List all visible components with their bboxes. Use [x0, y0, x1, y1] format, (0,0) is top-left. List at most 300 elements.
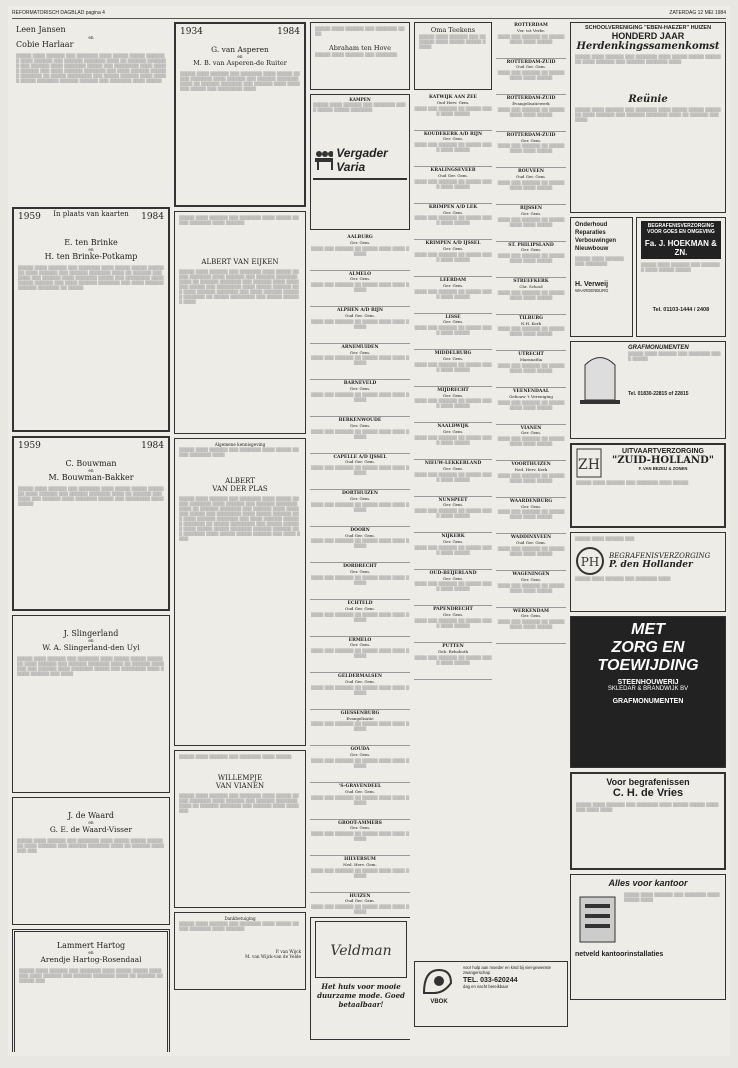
hollander-logo-icon	[575, 546, 605, 576]
announcement-and: en	[88, 820, 94, 825]
filler-text: ▒▒▒▒▒ ▒▒▒▒ ▒▒▒▒▒▒ ▒▒▒ ▒▒▒▒▒▒▒ ▒▒▒▒ ▒▒▒▒▒ ▒▒▒▒▒ ▒▒▒▒▒▒▒	[313, 102, 406, 113]
church-service-entry	[414, 167, 492, 204]
announcement-slingerland	[12, 615, 170, 793]
church-congregation: Oud Ger. Gem.	[516, 540, 546, 546]
year-end: 1984	[277, 27, 300, 37]
filler-text: ▒▒▒▒▒ ▒▒▒▒ ▒▒▒▒▒▒ ▒▒▒ ▒▒▒▒▒▒▒ ▒▒▒▒ ▒▒▒▒▒ ▒▒▒▒▒ ▒▒▒▒▒▒▒ ▒▒▒▒ ▒▒▒▒▒▒ ▒▒▒ ▒▒▒▒▒▒ ▒▒▒▒▒▒▒ ▒▒▒▒ ▒▒ ▒▒▒▒▒▒ ▒▒▒▒▒▒▒	[575, 107, 721, 122]
svg-text:PH: PH	[580, 555, 600, 569]
church-service-entry	[496, 59, 566, 96]
filler-text: ▒▒▒▒▒ ▒▒▒▒ ▒▒▒▒▒▒ ▒▒▒ ▒▒▒▒▒▒▒ ▒▒▒▒	[575, 576, 671, 581]
announcement-van-vianen	[174, 750, 306, 908]
church-congregation: Ger. Gem.	[442, 575, 464, 581]
church-place: KRIMPEN A/D IJSSEL	[425, 241, 481, 247]
church-service-entry	[414, 497, 492, 534]
church-service-entry	[310, 563, 410, 600]
church-service-entry	[310, 820, 410, 857]
zh-monogram-icon	[576, 448, 602, 478]
divider	[313, 178, 407, 180]
announcement-and: en	[88, 638, 94, 643]
filler-text: ▒▒▒▒ ▒▒▒ ▒▒▒▒▒▒ ▒▒ ▒▒▒▒▒ ▒▒▒▒ ▒▒▒▒ ▒▒▒▒▒	[310, 904, 410, 915]
church-service-entry	[310, 344, 410, 381]
church-congregation: Ger. Gem.	[520, 137, 542, 143]
filler-text: ▒▒▒▒ ▒▒▒ ▒▒▒▒▒▒ ▒▒ ▒▒▒▒▒ ▒▒▒▒ ▒▒▒▒ ▒▒▒▒▒	[497, 399, 565, 410]
church-place: OUD-BEIJERLAND	[429, 570, 477, 576]
acknowledgement	[174, 912, 306, 990]
filler-text: ▒▒▒▒ ▒▒▒ ▒▒▒▒▒▒ ▒▒ ▒▒▒▒▒ ▒▒▒▒ ▒▒▒▒ ▒▒▒▒▒	[497, 582, 565, 593]
vergader-varia-logo	[313, 146, 407, 174]
zorg-title-1: MET	[631, 621, 665, 638]
announcement-and: en	[88, 35, 94, 40]
year-row	[18, 441, 164, 451]
hoekman-header: BEGRAFENISVERZORGING VOOR GOES EN OMGEVING	[641, 221, 721, 237]
church-service-entry	[310, 856, 410, 893]
church-congregation: Ger. Gem.	[442, 355, 464, 361]
church-service-entry	[496, 205, 566, 242]
church-place: GROOT-AMMERS	[338, 820, 382, 826]
church-congregation: Oud Ger. Gem.	[345, 898, 375, 904]
church-place: WERKENDAM	[512, 608, 550, 614]
church-place: UTRECHT	[518, 352, 544, 358]
vries-title-2: C. H. de Vries	[612, 787, 684, 799]
church-place: ROTTERDAM-ZUID	[506, 96, 556, 102]
announcement-name: Oma Teekens	[430, 26, 476, 34]
mother-child-icon	[419, 965, 455, 995]
church-service-entry	[414, 204, 492, 241]
newspaper-page	[8, 6, 730, 1056]
filler-text: ▒▒▒▒ ▒▒▒ ▒▒▒▒▒▒ ▒▒ ▒▒▒▒▒ ▒▒▒▒ ▒▒▒▒ ▒▒▒▒▒	[310, 538, 410, 549]
announcement-teekens	[414, 22, 492, 90]
announcement-de-waard	[12, 797, 170, 925]
church-place: BARNEVELD	[343, 381, 377, 387]
school-name: SCHOOLVERENIGING "EBEN-HAEZER" HUIZEN	[584, 25, 712, 31]
church-service-entry	[414, 240, 492, 277]
announcement-hartog	[12, 929, 170, 1052]
column-3	[310, 22, 410, 1052]
announcement-name-1: Leen Jansen	[16, 25, 66, 34]
zorg-title-2: ZORG EN	[611, 639, 685, 656]
church-place: DORDRECHT	[343, 564, 377, 570]
church-congregation: Ger. Gem.	[442, 465, 464, 471]
church-congregation: Ger. Gem.	[349, 239, 371, 245]
church-service-entry	[310, 527, 410, 564]
announcement-bouwman	[12, 436, 170, 611]
announcement-van-asperen	[174, 22, 306, 207]
fashion-logo	[315, 921, 407, 978]
kampen-label: KAMPEN	[349, 97, 371, 102]
church-service-entry	[310, 783, 410, 820]
filler-text: ▒▒▒▒ ▒▒▒ ▒▒▒▒▒▒ ▒▒ ▒▒▒▒▒ ▒▒▒▒ ▒▒▒▒ ▒▒▒▒▒	[414, 471, 492, 482]
church-service-entry	[310, 637, 410, 674]
filler-text: ▒▒▒▒ ▒▒▒ ▒▒▒▒▒▒ ▒▒ ▒▒▒▒▒ ▒▒▒▒ ▒▒▒▒ ▒▒▒▒▒	[310, 282, 410, 293]
church-place: HILVERSUM	[344, 857, 376, 863]
church-congregation: Ger. Gem.	[442, 136, 464, 142]
filler-text: ▒▒▒▒ ▒▒▒ ▒▒▒▒▒▒ ▒▒ ▒▒▒▒▒ ▒▒▒▒ ▒▒▒▒ ▒▒▒▒▒	[497, 70, 565, 81]
grafmonumenten-title: GRAFMONUMENTEN	[628, 345, 689, 351]
verweij-name: H. Verweij	[575, 281, 609, 288]
ad-slogan: Het huis voor mooie duurzame mode. Goed betaalbaar!	[317, 982, 405, 1009]
filler-text: ▒▒▒▒ ▒▒▒ ▒▒▒▒▒▒ ▒▒ ▒▒▒▒▒ ▒▒▒▒ ▒▒▒▒ ▒▒▒▒▒	[414, 508, 492, 519]
meeting-table-icon	[313, 148, 333, 172]
church-congregation: Ger. Gem.	[349, 642, 371, 648]
announcement-name-2: W. A. Slingerland-den Uyl	[42, 643, 140, 653]
church-congregation: Ger. Gem.	[442, 282, 464, 288]
zh-title-3: F. VAN BEZEIJ & ZONEN	[638, 466, 688, 471]
filler-text: ▒▒▒▒ ▒▒▒ ▒▒▒▒▒▒ ▒▒ ▒▒▒▒▒ ▒▒▒▒ ▒▒▒▒ ▒▒▒▒▒	[497, 326, 565, 337]
church-congregation: Ger. Gem.	[520, 613, 542, 619]
kantoor-title: Alles voor kantoor	[608, 878, 688, 888]
announcement-name-1: J. de Waard	[67, 811, 115, 820]
filler-text: ▒▒▒▒ ▒▒▒ ▒▒▒▒▒▒ ▒▒ ▒▒▒▒▒ ▒▒▒▒ ▒▒▒▒ ▒▒▒▒▒	[310, 428, 410, 439]
filler-text: ▒▒▒▒▒ ▒▒▒▒ ▒▒▒▒▒▒ ▒▒▒ ▒▒▒▒▒▒▒ ▒▒▒▒	[315, 26, 405, 36]
church-congregation: Chr. School	[519, 283, 543, 289]
church-service-entry	[414, 277, 492, 314]
church-congregation: N.H. Kerk	[520, 320, 542, 326]
filler-text: ▒▒▒▒ ▒▒▒ ▒▒▒▒▒▒ ▒▒ ▒▒▒▒▒ ▒▒▒▒ ▒▒▒▒ ▒▒▒▒▒	[497, 253, 565, 264]
announcement-and: en	[88, 950, 94, 955]
hollander-title-2: P. den Hollander	[609, 560, 693, 570]
filler-text: ▒▒▒▒ ▒▒▒ ▒▒▒▒▒▒ ▒▒ ▒▒▒▒▒ ▒▒▒▒ ▒▒▒▒ ▒▒▒▒▒	[497, 362, 565, 373]
church-service-entry	[496, 571, 566, 608]
ad-row-1	[570, 217, 726, 337]
filler-text: ▒▒▒▒▒ ▒▒▒▒ ▒▒▒▒▒▒ ▒▒▒ ▒▒▒▒▒▒▒	[315, 52, 397, 57]
gravestone-icon	[575, 345, 625, 405]
church-place: ECHTELD	[347, 600, 373, 606]
vbok-logo	[419, 965, 459, 1005]
church-place: NAALDWIJK	[437, 424, 469, 430]
filler-text: ▒▒▒▒▒ ▒▒▒▒ ▒▒▒▒▒▒ ▒▒▒ ▒▒▒▒▒▒▒ ▒▒▒▒ ▒▒▒▒▒ ▒▒▒▒▒ ▒▒▒▒▒▒▒ ▒▒▒▒ ▒▒▒▒▒▒ ▒▒▒ ▒▒▒▒▒▒ ▒▒▒▒▒▒▒ ▒▒▒▒	[575, 54, 721, 64]
filler-text: ▒▒▒▒ ▒▒▒ ▒▒▒▒▒▒ ▒▒ ▒▒▒▒▒ ▒▒▒▒ ▒▒▒▒ ▒▒▒▒▒	[414, 325, 492, 336]
church-congregation: Oud Herv. Gem.	[436, 99, 470, 105]
reunion-title: Reünie	[628, 94, 668, 105]
filler-text: ▒▒▒▒ ▒▒▒ ▒▒▒▒▒▒ ▒▒ ▒▒▒▒▒ ▒▒▒▒ ▒▒▒▒ ▒▒▒▒▒	[310, 684, 410, 695]
hollander-title-1: BEGRAFENISVERZORGING	[609, 552, 711, 560]
zh-title-2: "ZUID-HOLLAND"	[612, 455, 714, 466]
announcement-name-2: G. E. de Waard-Visser	[49, 825, 133, 835]
office-supplies-icon	[575, 892, 620, 947]
church-congregation: Oud Ger. Gem.	[345, 788, 375, 794]
filler-text: ▒▒▒▒▒ ▒▒▒▒ ▒▒▒▒▒▒ ▒▒▒ ▒▒▒▒▒▒▒ ▒▒▒▒ ▒▒▒▒▒ ▒▒▒▒▒ ▒▒▒▒▒▒▒ ▒▒▒▒ ▒▒▒▒▒▒ ▒▒▒ ▒▒▒▒▒▒ ▒▒▒▒▒▒▒ ▒▒▒▒ ▒▒ ▒▒▒▒▒▒ ▒▒▒▒▒▒▒ ▒▒▒ ▒▒▒▒▒▒ ▒▒▒▒ ▒▒▒▒▒▒▒ ▒▒▒▒▒ ▒▒▒ ▒▒▒▒▒▒▒▒ ▒▒▒▒ ▒▒▒▒▒	[18, 486, 164, 507]
page-header	[12, 10, 726, 19]
filler-text: ▒▒▒▒▒ ▒▒▒▒ ▒▒▒▒▒▒ ▒▒▒ ▒▒▒▒▒▒▒ ▒▒▒▒ ▒▒▒▒▒	[576, 480, 689, 485]
announcement-name-2: Cobie Harlaar	[16, 40, 74, 50]
church-service-entry	[496, 242, 566, 279]
church-place: TILBURG	[519, 315, 543, 321]
header-right: ZATERDAG 12 MEI 1984	[669, 10, 726, 16]
church-congregation: Oud Ger. Gem.	[438, 172, 468, 178]
church-place: WADDINXVEEN	[510, 535, 552, 541]
church-place: GIESSENBURG	[340, 710, 380, 716]
den-hollander-text	[609, 552, 710, 570]
filler-text: ▒▒▒▒ ▒▒▒ ▒▒▒▒▒▒ ▒▒ ▒▒▒▒▒ ▒▒▒▒ ▒▒▒▒ ▒▒▒▒▒	[497, 33, 565, 44]
svg-text:ZH: ZH	[578, 457, 600, 473]
school-anniversary	[570, 22, 726, 213]
filler-text: ▒▒▒▒▒ ▒▒▒▒ ▒▒▒▒▒▒ ▒▒▒ ▒▒▒▒▒▒▒ ▒▒▒▒ ▒▒▒▒▒ ▒▒▒▒▒ ▒▒▒▒▒▒▒ ▒▒▒▒ ▒▒▒▒	[576, 802, 719, 812]
filler-text: ▒▒▒▒ ▒▒▒ ▒▒▒▒▒▒ ▒▒ ▒▒▒▒▒ ▒▒▒▒ ▒▒▒▒ ▒▒▒▒▒	[497, 619, 565, 630]
announcement-name-1: Lammert Hartog	[56, 941, 126, 950]
church-congregation: Ger. Gem.	[349, 422, 371, 428]
vbok-ad	[414, 961, 568, 1027]
church-congregation: Evangelisatie	[346, 715, 374, 721]
hoekman-ad	[636, 217, 726, 337]
announcement-ten-brinke	[12, 207, 170, 432]
church-congregation: Ned. Herv. Gem.	[343, 861, 377, 867]
church-congregation: Oud Ger. Gem.	[516, 174, 546, 180]
filler-text: ▒▒▒▒ ▒▒▒ ▒▒▒▒▒▒ ▒▒ ▒▒▒▒▒ ▒▒▒▒ ▒▒▒▒ ▒▒▒▒▒	[310, 648, 410, 659]
church-congregation: Ger. Gem.	[442, 392, 464, 398]
church-place: MIJDRECHT	[437, 387, 469, 393]
church-service-entry	[310, 454, 410, 491]
church-congregation: Oud Ger. Gem.	[345, 605, 375, 611]
announcement-jansen	[12, 22, 170, 203]
announcement-name-2: M. Bouwman-Bakker	[48, 473, 134, 483]
vergader-varia-title: Vergader Varia	[336, 146, 388, 175]
zuid-holland-text	[606, 448, 720, 478]
church-congregation: Oud Ger. Gem.	[345, 678, 375, 684]
filler-text: ▒▒▒▒▒ ▒▒▒▒ ▒▒▒▒▒▒ ▒▒▒ ▒▒▒▒▒▒▒	[575, 256, 624, 266]
church-service-entry	[414, 314, 492, 351]
announcement-van-eijken	[174, 211, 306, 434]
church-congregation: Geb. Rehoboth	[437, 648, 469, 654]
church-place: ROTTERDAM-ZUID	[506, 132, 556, 138]
fashion-logo-icon	[326, 935, 396, 965]
vbok-content	[419, 965, 563, 1005]
church-service-entry	[496, 95, 566, 132]
filler-text: ▒▒▒▒▒ ▒▒▒▒ ▒▒▒▒▒▒ ▒▒▒ ▒▒▒▒▒▒▒ ▒▒▒▒ ▒▒▒▒▒ ▒▒▒▒	[624, 892, 720, 902]
church-congregation: Ger. Gem.	[442, 319, 464, 325]
church-place: STREEFKERK	[513, 279, 549, 285]
filler-text: ▒▒▒▒ ▒▒▒ ▒▒▒▒▒▒ ▒▒ ▒▒▒▒▒ ▒▒▒▒ ▒▒▒▒ ▒▒▒▒▒	[310, 391, 410, 402]
announcement-name-1: C. Bouwman	[65, 459, 117, 468]
filler-text: ▒▒▒▒▒ ▒▒▒▒ ▒▒▒▒▒▒ ▒▒▒ ▒▒▒▒▒▒▒ ▒▒▒▒ ▒▒▒▒▒ ▒▒▒▒▒ ▒▒▒▒▒▒▒ ▒▒▒▒ ▒▒▒▒▒▒ ▒▒▒ ▒▒▒▒▒▒ ▒▒▒▒▒▒▒ ▒▒▒▒ ▒▒ ▒▒▒▒▒▒ ▒▒▒▒▒▒▒ ▒▒▒	[17, 838, 164, 854]
church-service-entry	[310, 234, 410, 271]
church-place: KRIMPEN A/D LEK	[428, 204, 478, 210]
filler-text: ▒▒▒▒ ▒▒▒ ▒▒▒▒▒▒ ▒▒ ▒▒▒▒▒ ▒▒▒▒ ▒▒▒▒ ▒▒▒▒▒	[310, 794, 410, 805]
church-place: ROTTERDAM	[514, 23, 548, 28]
church-congregation: Ger. Gem.	[349, 825, 371, 831]
church-place: AALBURG	[347, 235, 373, 240]
den-hollander-content	[575, 546, 721, 576]
church-congregation: Ger. Gem.	[349, 569, 371, 575]
church-place: KOUDEKERK A/D RIJN	[423, 131, 483, 137]
vbok-text-block	[463, 965, 563, 1005]
announcement-name-2: H. ten Brinke-Potkamp	[44, 252, 138, 262]
commemoration-title: Herdenkingssamenkomst	[576, 41, 720, 52]
announcement-van-der-plas	[174, 438, 306, 746]
zorg-title-6: GRAFMONUMENTEN	[612, 698, 684, 705]
church-place: ROUVEEN	[517, 169, 545, 175]
filler-text: ▒▒▒▒ ▒▒▒ ▒▒▒▒▒▒ ▒▒ ▒▒▒▒▒ ▒▒▒▒ ▒▒▒▒ ▒▒▒▒▒	[414, 142, 492, 153]
filler-text: ▒▒▒▒▒ ▒▒▒▒ ▒▒▒▒▒▒ ▒▒▒ ▒▒▒▒▒▒▒ ▒▒▒▒ ▒▒▒▒▒ ▒▒▒▒▒ ▒▒▒▒▒▒▒ ▒▒▒▒ ▒▒▒▒▒▒	[179, 215, 299, 225]
church-congregation: Ger. Gem.	[520, 576, 542, 582]
filler-text: ▒▒▒▒▒ ▒▒▒▒ ▒▒▒▒▒▒ ▒▒▒ ▒▒▒▒▒▒▒ ▒▒▒▒ ▒▒▒▒▒ ▒▒▒▒▒ ▒▒▒▒▒▒▒ ▒▒▒▒ ▒▒▒▒▒▒	[179, 921, 299, 932]
church-congregation: Ger. Gem.	[349, 752, 371, 758]
filler-text: ▒▒▒▒ ▒▒▒ ▒▒▒▒▒▒ ▒▒ ▒▒▒▒▒ ▒▒▒▒ ▒▒▒▒ ▒▒▒▒▒	[497, 545, 565, 556]
verweij-place: WAARDENBURG	[575, 288, 609, 293]
filler-text: ▒▒▒▒▒ ▒▒▒▒ ▒▒▒▒▒▒ ▒▒▒ ▒▒▒▒▒▒▒ ▒▒▒▒ ▒▒▒▒▒ ▒▒▒▒▒ ▒▒▒▒▒▒▒ ▒▒▒▒ ▒▒▒▒▒▒ ▒▒▒ ▒▒▒▒▒▒ ▒▒▒▒▒▒▒ ▒▒▒▒ ▒▒ ▒▒▒▒▒▒ ▒▒▒▒▒▒▒ ▒▒▒ ▒▒▒▒▒▒ ▒▒▒▒ ▒▒▒▒▒▒▒ ▒▒▒▒▒ ▒▒▒ ▒▒▒▒▒▒▒▒ ▒▒▒▒ ▒▒▒▒▒ ▒▒▒▒▒▒ ▒▒▒ ▒▒▒▒ ▒▒▒▒▒▒ ▒▒▒▒▒▒▒ ▒▒▒ ▒▒▒▒ ▒▒▒▒▒▒ ▒▒▒▒▒▒ ▒▒▒▒▒▒▒ ▒▒ ▒▒▒▒▒ ▒▒▒▒▒▒▒▒ ▒▒▒ ▒▒▒▒▒ ▒▒▒▒▒▒ ▒▒▒▒	[179, 269, 299, 304]
filler-text: ▒▒▒▒ ▒▒▒ ▒▒▒▒▒▒ ▒▒ ▒▒▒▒▒ ▒▒▒▒ ▒▒▒▒ ▒▒▒▒▒	[310, 245, 410, 256]
filler-text: ▒▒▒▒▒ ▒▒▒▒ ▒▒▒▒▒▒ ▒▒▒ ▒▒▒▒▒▒▒ ▒▒▒▒ ▒▒▒▒▒ ▒▒▒▒▒ ▒▒▒▒▒▒▒ ▒▒▒▒ ▒▒▒▒▒▒ ▒▒▒ ▒▒▒▒▒▒ ▒▒▒▒▒▒▒ ▒▒▒▒ ▒▒ ▒▒▒▒▒▒ ▒▒▒▒▒▒▒ ▒▒▒ ▒▒▒▒▒▒ ▒▒▒▒ ▒▒▒▒▒▒▒	[179, 793, 299, 813]
filler-text: ▒▒▒▒▒ ▒▒▒▒ ▒▒▒▒▒▒ ▒▒▒ ▒▒▒▒▒▒▒ ▒▒▒▒ ▒▒▒▒▒ ▒▒▒▒▒ ▒▒▒▒▒▒▒ ▒▒▒▒ ▒▒▒▒▒▒ ▒▒▒ ▒▒▒▒▒▒ ▒▒▒▒▒▒▒ ▒▒▒▒ ▒▒ ▒▒▒▒▒▒ ▒▒▒▒▒▒▒ ▒▒▒ ▒▒▒▒▒▒ ▒▒▒▒ ▒▒▒▒▒▒▒ ▒▒▒▒▒ ▒▒▒ ▒▒▒▒▒▒▒▒ ▒▒▒▒ ▒▒▒▒▒ ▒▒▒▒▒▒ ▒▒▒ ▒▒▒▒ ▒▒▒▒▒▒ ▒▒▒▒▒▒▒ ▒▒▒ ▒▒▒▒ ▒▒▒▒▒▒ ▒▒▒▒▒▒ ▒▒▒▒▒▒▒ ▒▒ ▒▒▒▒▒ ▒▒▒▒▒▒▒▒ ▒▒▒ ▒▒▒▒▒ ▒▒▒▒▒▒ ▒▒▒▒ ▒▒▒▒▒ ▒▒▒▒▒ ▒▒▒▒▒▒▒ ▒▒▒▒▒▒ ▒▒▒▒▒▒ ▒▒▒ ▒▒▒▒▒▒▒ ▒▒▒▒ ▒▒▒▒▒ ▒▒▒▒▒ ▒▒▒▒▒▒ ▒▒▒ ▒▒▒▒ ▒▒▒▒	[179, 496, 300, 542]
deceased-name-1: WILLEMPJE	[217, 774, 263, 782]
church-service-entry	[496, 534, 566, 571]
church-congregation: Oud Ger. Gem.	[345, 532, 375, 538]
announcement-name-1: E. ten Brinke	[64, 238, 118, 247]
church-place: ROTTERDAM-ZUID	[506, 59, 556, 65]
deceased-name: ALBERT VAN EIJKEN	[201, 258, 279, 266]
church-congregation: Gebouw 't Vereniging	[509, 393, 553, 399]
church-service-entry	[496, 388, 566, 425]
notice-title: Algemene kennisgeving	[214, 442, 266, 447]
church-service-entry	[310, 271, 410, 308]
church-place: PUTTEN	[442, 643, 464, 649]
filler-text: ▒▒▒▒ ▒▒▒ ▒▒▒▒▒▒ ▒▒ ▒▒▒▒▒ ▒▒▒▒ ▒▒▒▒ ▒▒▒▒▒	[310, 355, 410, 366]
church-service-entry	[496, 315, 566, 352]
filler-text: ▒▒▒▒ ▒▒▒ ▒▒▒▒▒▒ ▒▒ ▒▒▒▒▒ ▒▒▒▒ ▒▒▒▒ ▒▒▒▒▒	[310, 611, 410, 622]
filler-text: ▒▒▒▒ ▒▒▒ ▒▒▒▒▒▒ ▒▒ ▒▒▒▒▒ ▒▒▒▒ ▒▒▒▒ ▒▒▒▒▒	[310, 757, 410, 768]
filler-text: ▒▒▒▒ ▒▒▒ ▒▒▒▒▒▒ ▒▒ ▒▒▒▒▒ ▒▒▒▒ ▒▒▒▒ ▒▒▒▒▒	[310, 867, 410, 878]
church-place: LEERDAM	[439, 277, 467, 283]
church-place: PAPENDRECHT	[433, 607, 473, 613]
church-place: LISSE	[445, 314, 461, 320]
announcement-ten-hove	[310, 22, 410, 90]
verweij-line-4: Nieuwbouw	[575, 246, 609, 252]
de-vries-ad	[570, 772, 726, 870]
church-congregation: Ger. Gem.	[442, 209, 464, 215]
year-end: 1984	[141, 441, 164, 451]
filler-text: ▒▒▒▒ ▒▒▒ ▒▒▒▒▒▒ ▒▒ ▒▒▒▒▒ ▒▒▒▒ ▒▒▒▒ ▒▒▒▒▒	[414, 544, 492, 555]
den-hollander-ad	[570, 532, 726, 612]
church-congregation: Ger. Gem.	[442, 246, 464, 252]
church-place: ALPHEN A/D RIJN	[336, 308, 384, 314]
filler-text: ▒▒▒▒ ▒▒▒ ▒▒▒▒▒▒ ▒▒ ▒▒▒▒▒ ▒▒▒▒ ▒▒▒▒ ▒▒▒▒▒	[414, 398, 492, 409]
year-row	[18, 212, 164, 222]
verweij-line-1: Onderhoud	[575, 222, 608, 228]
church-place: CAPELLE A/D IJSSEL	[333, 454, 387, 460]
filler-text: ▒▒▒▒ ▒▒▒ ▒▒▒▒▒▒ ▒▒ ▒▒▒▒▒ ▒▒▒▒ ▒▒▒▒ ▒▒▒▒▒	[497, 289, 565, 300]
filler-text: ▒▒▒▒ ▒▒▒ ▒▒▒▒▒▒ ▒▒ ▒▒▒▒▒ ▒▒▒▒ ▒▒▒▒ ▒▒▒▒▒	[414, 581, 492, 592]
church-service-entry	[414, 94, 492, 131]
church-place: ARNEMUIDEN	[341, 344, 379, 350]
kantoor-content	[575, 892, 721, 947]
church-service-entry	[310, 746, 410, 783]
filler-text: ▒▒▒▒▒ ▒▒▒▒ ▒▒▒▒▒▒ ▒▒▒ ▒▒▒▒▒▒▒ ▒▒▒▒ ▒▒▒▒▒ ▒▒▒▒▒ ▒▒▒▒▒▒▒ ▒▒▒▒ ▒▒▒▒▒▒ ▒▒▒ ▒▒▒▒▒▒ ▒▒▒▒▒▒▒ ▒▒▒▒ ▒▒ ▒▒▒▒▒▒ ▒▒▒▒▒▒▒ ▒▒▒ ▒▒▒▒▒▒ ▒▒▒▒ ▒▒▒▒▒▒▒ ▒▒▒▒▒ ▒▒▒ ▒▒▒▒▒▒▒▒ ▒▒▒▒ ▒▒▒▒▒ ▒▒▒▒▒▒ ▒▒▒ ▒▒▒▒ ▒▒▒▒▒▒ ▒▒▒▒▒▒▒ ▒▒▒ ▒▒▒▒ ▒▒▒▒▒▒ ▒▒▒▒▒▒ ▒▒▒▒▒▒▒ ▒▒ ▒▒▒▒▒ ▒▒▒▒▒▒▒▒ ▒▒▒ ▒▒▒▒▒ ▒▒▒▒▒▒ ▒▒▒▒ ▒▒▒▒▒ ▒▒▒▒▒ ▒▒▒▒▒▒▒ ▒▒▒▒▒▒ ▒▒▒▒▒▒ ▒▒▒ ▒▒▒▒▒▒▒ ▒▒▒▒ ▒▒▒▒▒	[16, 53, 166, 84]
church-congregation: Ger. Gem.	[520, 430, 542, 436]
zuid-holland-ad	[570, 443, 726, 528]
ack-signature-2: M. van Wijck-van de Velde	[245, 954, 301, 960]
church-service-entry	[414, 570, 492, 607]
church-place: KATWIJK AAN ZEE	[429, 95, 477, 100]
vbok-label: VBOK	[430, 999, 448, 1005]
deceased-name-1: ALBERT	[225, 477, 255, 486]
church-service-entry	[310, 380, 410, 417]
church-place: NIEUW-LEKKERLAND	[424, 460, 482, 466]
announcement-name-1: J. Slingerland	[63, 629, 119, 638]
filler-text: ▒▒▒▒▒ ▒▒▒▒ ▒▒▒▒▒▒ ▒▒▒ ▒▒▒▒▒▒▒ ▒▒▒▒ ▒▒▒▒▒ ▒▒▒▒▒ ▒▒▒▒▒▒▒ ▒▒▒▒ ▒▒▒▒▒▒ ▒▒▒ ▒▒▒▒▒▒ ▒▒▒▒▒▒▒ ▒▒▒▒ ▒▒ ▒▒▒▒▒▒ ▒▒▒▒▒▒▒ ▒▒▒ ▒▒▒▒▒▒ ▒▒▒▒ ▒▒▒▒▒▒▒ ▒▒▒▒▒ ▒▒▒ ▒▒▒▒▒▒▒▒ ▒▒▒▒	[180, 71, 300, 92]
church-congregation: Ger. Gem.	[349, 349, 371, 355]
veldman-ad	[310, 917, 410, 1040]
church-congregation: Ger. Gem.	[520, 210, 542, 216]
header-left: REFORMATORISCH DAGBLAD pagina 4	[12, 10, 105, 16]
church-place: 'S-GRAVENDEEL	[338, 783, 382, 789]
filler-text: ▒▒▒▒▒ ▒▒▒▒ ▒▒▒▒▒▒ ▒▒▒ ▒▒▒▒▒▒▒ ▒▒▒▒ ▒▒▒▒▒ ▒▒▒▒▒ ▒▒▒▒▒▒▒ ▒▒▒▒ ▒▒▒▒▒▒ ▒▒▒ ▒▒▒▒▒▒ ▒▒▒▒▒▒▒ ▒▒▒▒ ▒▒ ▒▒▒▒▒▒ ▒▒▒▒▒▒▒ ▒▒▒	[19, 968, 163, 984]
filler-text: ▒▒▒▒ ▒▒▒ ▒▒▒▒▒▒ ▒▒ ▒▒▒▒▒ ▒▒▒▒ ▒▒▒▒ ▒▒▒▒▒	[497, 106, 565, 117]
announcement-name-2: M. B. van Asperen-de Ruiter	[193, 59, 287, 68]
ack-title: Dankbetuiging	[224, 916, 256, 921]
church-congregation: Ger. Gem.	[349, 495, 371, 501]
church-congregation: Ger. Gem.	[349, 276, 371, 282]
filler-text: ▒▒▒▒ ▒▒▒ ▒▒▒▒▒▒ ▒▒ ▒▒▒▒▒ ▒▒▒▒ ▒▒▒▒ ▒▒▒▒▒	[497, 216, 565, 227]
filler-text: ▒▒▒▒ ▒▒▒ ▒▒▒▒▒▒ ▒▒ ▒▒▒▒▒ ▒▒▒▒ ▒▒▒▒ ▒▒▒▒▒	[497, 436, 565, 447]
filler-text: ▒▒▒▒ ▒▒▒ ▒▒▒▒▒▒ ▒▒ ▒▒▒▒▒ ▒▒▒▒ ▒▒▒▒ ▒▒▒▒▒	[414, 105, 492, 116]
church-service-entry	[414, 460, 492, 497]
vries-title-1: Voor begrafenissen	[606, 777, 690, 787]
hoekman-phone: Tel. 01103-1444 / 2408	[652, 307, 710, 313]
column-6	[570, 22, 726, 1052]
church-place: ALMELO	[348, 271, 372, 277]
announcement-name-2: Arendje Hartog-Rosendaal	[40, 955, 142, 965]
church-service-entry	[496, 425, 566, 462]
church-service-entry	[414, 387, 492, 424]
year-start: 1959	[18, 212, 41, 222]
filler-text: ▒▒▒▒▒ ▒▒▒▒ ▒▒▒▒▒▒ ▒▒▒ ▒▒▒▒▒▒▒ ▒▒▒▒ ▒▒▒▒▒	[179, 754, 292, 759]
church-service-entry	[310, 417, 410, 454]
church-congregation: Oud Ger. Gem.	[516, 64, 546, 70]
netveld-ad	[570, 874, 726, 1000]
deceased-name-2: VAN VIANEN	[215, 782, 265, 790]
kantoor-brand: netveld kantoorinstallaties	[575, 951, 664, 958]
grafmonumenten-ad	[570, 341, 726, 439]
church-service-entry	[310, 307, 410, 344]
church-service-entry	[414, 350, 492, 387]
church-place: ERMELO	[348, 637, 372, 643]
church-congregation: Ger. Gem.	[520, 247, 542, 253]
church-service-entry	[310, 710, 410, 747]
church-services-list	[310, 234, 410, 929]
church-congregation: Ger. Gem.	[442, 429, 464, 435]
church-service-entry	[496, 278, 566, 315]
filler-text: ▒▒▒▒ ▒▒▒ ▒▒▒▒▒▒ ▒▒ ▒▒▒▒▒ ▒▒▒▒ ▒▒▒▒ ▒▒▒▒▒	[414, 361, 492, 372]
church-services-list	[414, 94, 492, 680]
filler-text: ▒▒▒▒ ▒▒▒ ▒▒▒▒▒▒ ▒▒ ▒▒▒▒▒ ▒▒▒▒ ▒▒▒▒ ▒▒▒▒▒	[497, 509, 565, 520]
year-start: 1934	[180, 27, 203, 37]
svg-text:Veldman: Veldman	[330, 942, 392, 959]
church-place: GELDERMALSEN	[338, 674, 382, 680]
announcement-name-1: G. van Asperen	[211, 45, 269, 54]
year-start: 1959	[18, 441, 41, 451]
church-place: WAGENINGEN	[512, 571, 550, 577]
church-service-entry	[310, 673, 410, 710]
vbok-sub: dag en nacht bereikbaar	[463, 984, 509, 990]
filler-text: ▒▒▒▒ ▒▒▒ ▒▒▒▒▒▒ ▒▒ ▒▒▒▒▒ ▒▒▒▒ ▒▒▒▒ ▒▒▒▒▒	[414, 288, 492, 299]
church-place: DOORN	[350, 527, 370, 533]
filler-text: ▒▒▒▒▒ ▒▒▒▒ ▒▒▒▒▒▒ ▒▒▒ ▒▒▒▒▒▒▒ ▒▒▒▒ ▒▒▒▒▒ ▒▒▒▒▒	[640, 262, 720, 272]
church-place: NIJKERK	[441, 534, 465, 540]
filler-text: ▒▒▒▒▒ ▒▒▒▒ ▒▒▒▒▒▒ ▒▒▒ ▒▒▒▒▒▒▒ ▒▒▒▒ ▒▒▒▒▒ ▒▒▒▒▒ ▒▒▒▒▒▒▒ ▒▒▒▒	[179, 447, 299, 458]
church-congregation: Ger. Gem.	[520, 503, 542, 509]
zuid-holland-content	[576, 448, 720, 478]
church-place: KRALINGSEVEER	[430, 168, 476, 174]
announcement-title: In plaats van kaarten	[53, 210, 129, 218]
church-place: BERKENWOUDE	[338, 417, 382, 423]
vbok-text: voor hulp aan moeder en kind bij niet-gewenste zwangerschap	[463, 965, 551, 976]
filler-text: ▒▒▒▒ ▒▒▒ ▒▒▒▒▒▒ ▒▒ ▒▒▒▒▒ ▒▒▒▒ ▒▒▒▒ ▒▒▒▒▒	[497, 143, 565, 154]
church-congregation: Oud Ger. Gem.	[345, 459, 375, 465]
filler-text: ▒▒▒▒ ▒▒▒ ▒▒▒▒▒▒ ▒▒ ▒▒▒▒▒ ▒▒▒▒ ▒▒▒▒ ▒▒▒▒▒	[414, 178, 492, 189]
vbok-phone: TEL. 033-620244	[463, 977, 518, 985]
filler-text: ▒▒▒▒▒ ▒▒▒▒ ▒▒▒▒▒▒ ▒▒▒ ▒▒▒▒▒▒▒ ▒▒▒▒ ▒▒▒▒▒	[628, 351, 721, 361]
met-zorg-ad	[570, 616, 726, 768]
vergader-varia-box	[310, 94, 410, 230]
